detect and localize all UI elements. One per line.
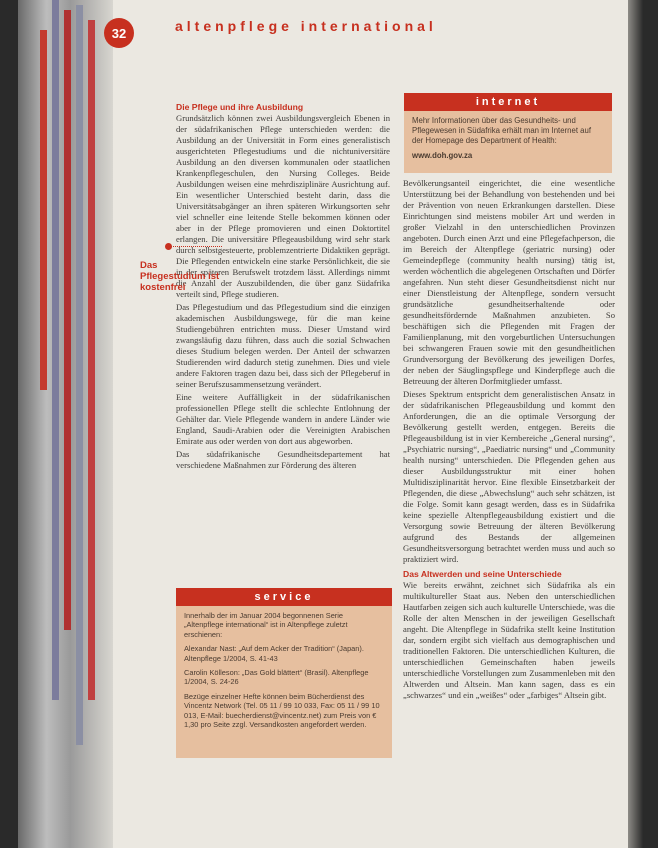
- internet-box-text: Mehr Informationen über das Gesundheits- und Pflegewesen in Südafrika erhält man im Internet auf der Homepage des Department of Health:: [412, 116, 591, 145]
- pullquote: Das Pflegestudium ist kostenfrei: [140, 260, 220, 293]
- page-edge-shadow: [628, 0, 643, 848]
- internet-url[interactable]: www.doh.gov.za: [412, 151, 473, 160]
- service-box: [176, 588, 392, 758]
- service-item: Alexandar Nast: „Auf dem Acker der Tradition“ (Japan). Altenpflege 1/2004, S. 41-43: [184, 644, 364, 663]
- left-column: [176, 102, 390, 502]
- paragraph: Das Pflegestudium und das Pflegestudium sind die einzigen akademischen Ausbildungswege, für die man keine Studiengebühren entrichten muss. Dieser Umstand wird zwangsläufig dazu führen, dass auch die sozial Schwachen dieses Studium belegen werden. Der Anteil der schwarzen Studierenden wird dadurch stetig zunehmen. Dies und viele andere Faktoren tragen dazu bei, dass sich der Pflegeberuf in seiner Berufszusammensetzung verändert.: [176, 302, 390, 389]
- paragraph: Wie bereits erwähnt, zeichnet sich Südafrika als ein multikultureller Staat aus. Neben den unterschiedlichen Hautfarben zeigen sich auch kulturelle Unterschiede, was die Rolle der alten Menschen in der jeweiligen Gesellschaft angeht. Die Altenpflege in Südafrika stellt keine Institution dar, sondern ergibt sich vielfach aus demographischen und traditionellen Faktoren. Die unterschiedlichen Kulturen, die unterschiedlichen Gemeinschaften haben jeweils unterschiedliche Vorstellungen zum Zusammenleben mit den Altwerden und Altsein. Man kann sagen, dass es ein „schwarzes“ und ein „weißes“ oder „farbiges“ Altsein gibt.: [403, 580, 615, 700]
- page-number: 32: [104, 18, 134, 48]
- service-item: Bezüge einzelner Hefte können beim Bücherdienst des Vincentz Network (Tel. 05 11 / 99 10 033, Fax: 05 11 / 99 10 013, E-Mail: buecherdienst@vincentz.net) zum Preis von € 1,30 pro Seite zzgl. Versandkosten angefordert werden.: [184, 691, 380, 730]
- internet-box: [404, 93, 612, 173]
- paragraph: Eine weitere Auffälligkeit in der südafrikanischen professionellen Pflege stellt die schlechte Entlohnung der Gehälter dar. Viele Pflegende wandern in andere Länder wie England, Saudi-Arabien oder die Vereinigten Arabischen Emirate aus oder werden von dort aus abgeworben.: [176, 392, 390, 446]
- service-box-title: service: [176, 588, 392, 606]
- service-item: Carolin Kölleson: „Das Gold blättert“ (Brasil). Altenpflege 1/2004, S. 24-26: [184, 668, 369, 687]
- subheading: Das Altwerden und seine Unterschiede: [403, 569, 562, 579]
- book-spine: [18, 0, 113, 848]
- paragraph: Bevölkerungsanteil eingerichtet, die eine wesentliche Unterstützung bei der Behandlung von bestehenden und bei der Prävention von neuen Erkrankungen darstellen. Diese Einrichtungen sind meistens mobiler Art und werden in großer Vielzahl in den unterschiedlichen Provinzen angeboten. Durch einen Arzt und eine Pflegefachperson, die im Bereich der Altenpflege (geriatric nursing) oder Gemeindepflege (community health nursing) tätig ist, werden wöchentlich die abgelegenen Ortschaften und Dörfer angefahren. Nun steht dieser Gesundheitsdienst nicht nur einer Dienstleistung der Altenpflege, sondern versucht grundsätzliche gesundheitserhaltende oder gesundheitsfördernde Maßnahmen anzubieten. So beschäftigen sich die Pflegenden mit Fragen der Familienplanung, mit den vorgeburtlichen Untersuchungen bei schwangeren Frauen sowie mit den gesundheitlichen Grundversorgung der Bevölkerung des jeweiligen Dorfes, der neben der Säuglingspflege und Kinderpflege auch die Betreuung der älteren Dorfmitglieder umfasst.: [403, 178, 615, 386]
- pullquote-rule: [168, 246, 222, 247]
- service-item: Innerhalb der im Januar 2004 begonnenen Serie „Altenpflege international“ ist in Altenpflege zuletzt erschienen:: [184, 611, 348, 639]
- magazine-title: altenpflege international: [175, 18, 437, 34]
- paragraph: Dieses Spektrum entspricht dem generalistischen Ansatz in der südafrikanischen Pflegeausbildung und kommt den Anforderungen, die an die optimale Versorgung der Bevölkerung gestellt werden, entgegen. Bereits die Pflegeausbildung ist in vier Kernbereiche „General nursing“, „Psychiatric nursing“, „Paediatric nursing“ und „Community health nursing“ unterschieden. Die Pflegenden gehen aus dieser Ausbildungsstruktur mit einer hohen Multidisziplinarität hervor. Eine flexible Einsetzbarkeit der Pflegenden, die diese „Abwechslung“ auch sehr schätzen, ist die Folge. Somit kann gesagt werden, dass es in Südafrika keine spezielle Altenpflegeausbildung existiert und die Versorgung sowie Betreuung der älteren Bevölkerung aufgrund des Bestands der allgemeinen Gesundheitsversorgung betrachtet werden muss und auch so praktiziert wird.: [403, 389, 615, 564]
- right-column: [403, 178, 615, 738]
- paragraph: Das südafrikanische Gesundheitsdepartement hat verschiedene Maßnahmen zur Förderung des älteren: [176, 449, 390, 470]
- section-heading: Die Pflege und ihre Ausbildung: [176, 102, 304, 112]
- paragraph: Grundsätzlich können zwei Ausbildungsvergleich Ebenen in der südafrikanischen Pflege unterschieden werden: die Ausbildung an der Universität in Form eines generalistisch ausgerichteten Pflegestudiums und die nichtuniversitäre Ausbildung an den diversen kommunalen oder staatlichen Krankenpflegeschulen, den Nursing Colleges. Beide Ausbildungen weisen eine mehrdisziplinäre Ausrichtung auf. Ein wesentlicher Unterschied besteht darin, dass die Universitätsabgänger an ihren späteren Wirkungsorten sehr viel schneller eine leitende Stelle bekommen können oder aber in der Pflege promovieren und einen Doktortitel erlangen. Die universitäre Pflegeausbildung wird sehr stark durch selbstgesteuerte, problemzentrierte Didaktiken geprägt. Die Pflegenden entwickeln eine starke Persönlichkeit, die sie in der späteren Berufswelt trotzdem lässt. Allerdings nimmt die Anzahl der Auszubildenden, die über ganz Südafrika verteilt sind, Pflege studieren.: [176, 113, 390, 299]
- internet-box-title: internet: [404, 93, 612, 111]
